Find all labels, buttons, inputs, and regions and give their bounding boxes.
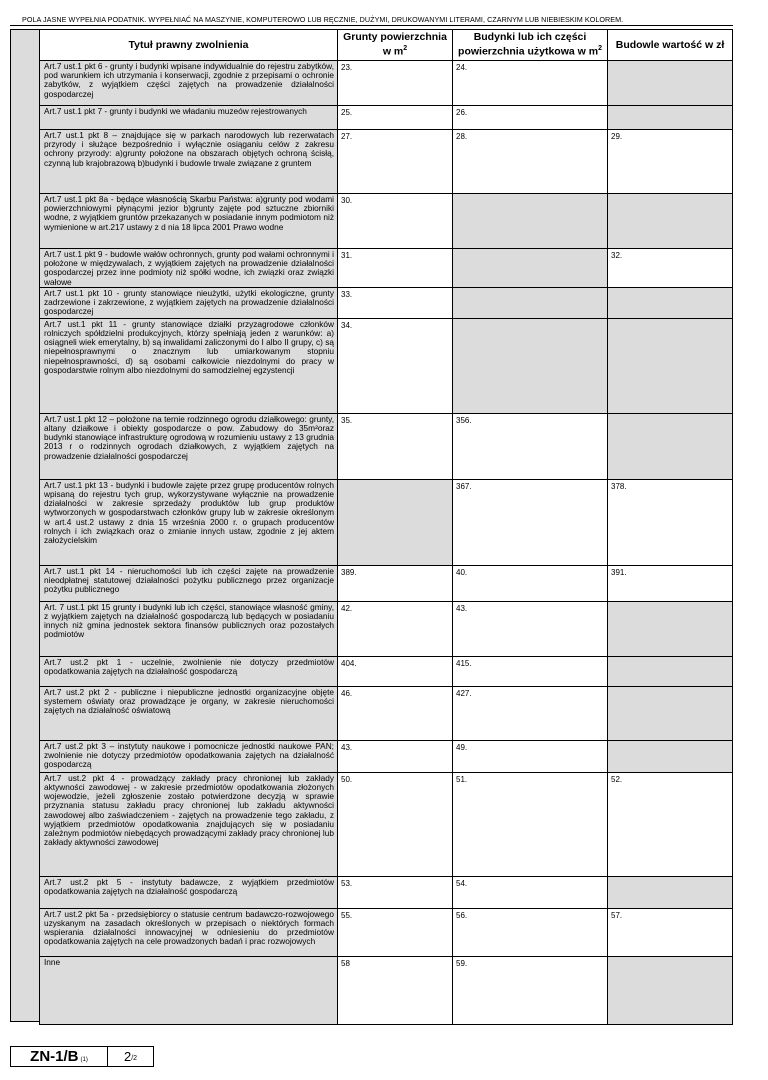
table-row — [40, 130, 733, 194]
header-buildings: Budynki lub ich części powierzchnia użytkowa w $m^2$ — [453, 30, 608, 61]
land-field[interactable]: 25. — [338, 106, 453, 130]
table-row — [40, 106, 733, 130]
shaded-cell — [608, 194, 733, 249]
buildings-field[interactable]: 49. — [453, 740, 608, 772]
table-row — [40, 413, 733, 479]
table-row — [40, 565, 733, 601]
table-row — [40, 249, 733, 288]
table-row — [40, 318, 733, 413]
form-code: ZN-1/B (1) — [11, 1047, 108, 1066]
exemption-title: Art.7 ust.2 pkt 3 – instytuty naukowe i pomocnicze jednostki naukowe PAN; zwolnienie nie dotyczy przedmiotów opodatkowania zajętych na działalność gospodarczą — [40, 740, 338, 772]
exemption-title: Art.7 ust.2 pkt 4 - prowadzący zakłady pracy chronionej lub zakłady aktywności zawodowej - w zakresie przedmiotów opodatkowania złożonych wojewodzie, jeżeli zgłoszenie zostało potwierdzone decyzją w sprawie przyznania statusu zakładu pracy chronionej lub zakładu aktywności zawodowej albo zaświadczeniem - zajętych na prowadzenie tego zakładu, z wyjątkiem przedmiotów opodatkowania znajdujących się w posiadaniu zależnym podmiotów niebędących prowadzącymi zakłady pracy chronionej lub zakłady aktywności zawodowej — [40, 772, 338, 876]
exemption-title: Art.7 ust.1 pkt 9 - budowle wałów ochronnych, grunty pod wałami ochronnymi i położone w międzywalach, z wyjątkiem zajętych na prowadzenie działalności gospodarczej przez inne podmioty niż spółki wodne, ich związki oraz związki wałowe — [40, 249, 338, 288]
top-rule — [10, 25, 733, 26]
shaded-cell — [608, 287, 733, 318]
buildings-field[interactable]: 40. — [453, 565, 608, 601]
land-field[interactable]: 31. — [338, 249, 453, 288]
buildings-field[interactable]: 51. — [453, 772, 608, 876]
table-row — [40, 479, 733, 565]
table-row — [40, 656, 733, 686]
shaded-cell — [608, 318, 733, 413]
shaded-cell — [608, 656, 733, 686]
buildings-field[interactable]: 24. — [453, 61, 608, 106]
exemption-title: Art.7 ust.1 pkt 7 - grunty i budynki we władaniu muzeów rejestrowanych — [40, 106, 338, 130]
exemption-title: Art.7 ust.2 pkt 2 - publiczne i niepubliczne jednostki organizacyjne objęte systemem oświaty oraz prowadzące je organy, w zakresie nieruchomości zajętych na działalność oświatową — [40, 686, 338, 740]
exemption-title: Art.7 ust.1 pkt 13 - budynki i budowle zajęte przez grupę producentów rolnych wpisaną do rejestru tych grup, wykorzystywane wyłącznie na prowadzenie działalności w zakresie sprzedaży produktów lub grup produktów wytworzonych w gospodarstwach członków grupy lub w zakresie określonym w art.4 ust.2 ustawy z dnia 15 września 2000 r. o grupach producentów rolnych i ich związkach oraz o zmianie innych ustaw, zgodnie z jej aktem założycielskim — [40, 479, 338, 565]
shaded-cell — [453, 318, 608, 413]
shaded-cell — [608, 106, 733, 130]
buildings-field[interactable]: 43. — [453, 601, 608, 656]
shaded-cell — [453, 287, 608, 318]
exemption-title: Art.7 ust.1 pkt 14 - nieruchomości lub ich części zajęte na prowadzenie nieodpłatnej statutowej działalności pożytku publicznego przez organizacje pożytku publicznego — [40, 565, 338, 601]
page-number: 2 /2 — [123, 1049, 138, 1064]
shaded-cell — [608, 413, 733, 479]
shaded-cell — [608, 601, 733, 656]
land-field[interactable]: 35. — [338, 413, 453, 479]
buildings-field[interactable]: 415. — [453, 656, 608, 686]
table-row — [40, 956, 733, 1024]
table-row — [40, 740, 733, 772]
table-row — [40, 194, 733, 249]
shaded-cell — [453, 194, 608, 249]
header-land: Grunty powierzchnia w $m^2$ — [338, 30, 453, 61]
exemption-title: Art.7 ust.2 pkt 1 - uczelnie, zwolnienie nie dotyczy przedmiotów opodatkowania zajętych na działalność gospodarczą — [40, 656, 338, 686]
table-row — [40, 601, 733, 656]
exemption-title: Art. 7 ust.1 pkt 15 grunty i budynki lub ich części, stanowiące własność gminy, z wyjątkiem zajętych na działalność gospodarczą lub będących w posiadaniu innych niż gmina jednostek sektora finansów publicznych oraz pozostałych podmiotów — [40, 601, 338, 656]
exemption-title: Art.7 ust.2 pkt 5 - instytuty badawcze, z wyjątkiem przedmiotów opodatkowania zajętych na działalność gospodarczą — [40, 876, 338, 908]
structures-field[interactable]: 391. — [608, 565, 733, 601]
shaded-cell — [608, 876, 733, 908]
exemption-title: Art.7 ust.1 pkt 11 - grunty stanowiące działki przyzagrodowe członków rolniczych spółdzielni produkcyjnych, którzy spełniają jeden z warunków: a) osiągneli wiek emerytalny, b) są inwalidami zaliczonymi do I albo II grupy, c) są niepełnosprawnymi o znacznym lub umiarkowanym stopniu niepełnosprawności, d) są osobami całkowicie niezdolnymi do pracy w gospodarstwie rolnym albo niezdolnymi do samodzielnej egzystencji — [40, 318, 338, 413]
structures-field[interactable]: 32. — [608, 249, 733, 288]
land-field[interactable]: 46. — [338, 686, 453, 740]
exemption-title: Art.7 ust.2 pkt 5a - przedsiębiorcy o statusie centrum badawczo-rozwojowego uzyskanym na zasadach określonych w przepisach o niektórych formach wspierania działalności innowacyjnej w odniesieniu do przedmiotów opodatkowania zajętych na cele prowadzonych badań i prac rozwojowych — [40, 908, 338, 956]
land-field[interactable]: 55. — [338, 908, 453, 956]
structures-field[interactable]: 57. — [608, 908, 733, 956]
exemption-title: Art.7 ust.1 pkt 12 – położone na ternie rodzinnego ogrodu działkowego: grunty, altany działkowe i obiekty gospodarcze o pow. Zabudowy do 35m²oraz budynki stanowiące infrastrukturę ogrodową w rozumieniu ustawy z 13 grudnia 2013 r o rodzinnych ogrodach działkowych, z wyjątkiem zajętych na prowadzenie działalności gospodarczej — [40, 413, 338, 479]
land-field[interactable]: 50. — [338, 772, 453, 876]
land-field[interactable]: 58 — [338, 956, 453, 1024]
shaded-cell — [608, 740, 733, 772]
exemption-title: Art.7 ust.1 pkt 8a - będące własnością Skarbu Państwa: a)grunty pod wodami powierzchniowymi płynącymi jezior b)grunty zajęte pod sztuczne zbiorniki wodne, z wyjątkiem gruntów przekazanych w posiadanie innym podmiotom niż wymienione w art.217 ustawy z d nia 18 lipca 2001 Prawo wodne — [40, 194, 338, 249]
exemption-title: Art.7 ust.1 pkt 10 - grunty stanowiące nieużytki, użytki ekologiczne, grunty zadrzewione i zakrzewione, z wyjątkiem zajętych na prowadzenie działalności gospodarczej — [40, 287, 338, 318]
land-field[interactable]: 389. — [338, 565, 453, 601]
land-field[interactable]: 30. — [338, 194, 453, 249]
land-field[interactable]: 53. — [338, 876, 453, 908]
buildings-field[interactable]: 367. — [453, 479, 608, 565]
land-field[interactable]: 42. — [338, 601, 453, 656]
table-row — [40, 61, 733, 106]
table-row — [40, 876, 733, 908]
shaded-cell — [338, 479, 453, 565]
exemption-title: Inne — [40, 956, 338, 1024]
structures-field[interactable]: 378. — [608, 479, 733, 565]
table-row — [40, 908, 733, 956]
land-field[interactable]: 34. — [338, 318, 453, 413]
structures-field[interactable]: 29. — [608, 130, 733, 194]
header-structures: Budowle wartość w zł — [608, 30, 733, 61]
buildings-field[interactable]: 427. — [453, 686, 608, 740]
land-field[interactable]: 33. — [338, 287, 453, 318]
exemption-title: Art.7 ust.1 pkt 6 - grunty i budynki wpisane indywidualnie do rejestru zabytków, pod warunkiem ich utrzymania i konserwacji, zgodnie z przepisami o ochronie zabytków, z wyjątkiem części zajętych na prowadzenie działalności gospodarczej — [40, 61, 338, 106]
land-field[interactable]: 404. — [338, 656, 453, 686]
land-field[interactable]: 27. — [338, 130, 453, 194]
buildings-field[interactable]: 26. — [453, 106, 608, 130]
shaded-cell — [608, 956, 733, 1024]
table-row — [40, 287, 733, 318]
shaded-cell — [453, 249, 608, 288]
buildings-field[interactable]: 54. — [453, 876, 608, 908]
buildings-field[interactable]: 28. — [453, 130, 608, 194]
fill-instructions: POLA JASNE WYPEŁNIA PODATNIK. WYPEŁNIAĆ NA MASZYNIE, KOMPUTEROWO LUB RĘCZNIE, DUŻYMI, DRUKOWANYMI LITERAMI, CZARNYM LUB NIEBIESKIM KOLOREM. — [22, 15, 624, 24]
structures-field[interactable]: 52. — [608, 772, 733, 876]
land-field[interactable]: 23. — [338, 61, 453, 106]
shaded-cell — [608, 61, 733, 106]
shaded-cell — [608, 686, 733, 740]
buildings-field[interactable]: 59. — [453, 956, 608, 1024]
buildings-field[interactable]: 56. — [453, 908, 608, 956]
exemptions-table — [39, 29, 733, 1025]
buildings-field[interactable]: 356. — [453, 413, 608, 479]
land-field[interactable]: 43. — [338, 740, 453, 772]
form-footer — [10, 1046, 154, 1067]
table-row — [40, 686, 733, 740]
header-title: Tytuł prawny zwolnienia — [40, 30, 338, 61]
exemption-title: Art.7 ust.1 pkt 8 – znajdujące się w parkach narodowych lub rezerwatach przyrody i służące bezpośrednio i wyłącznie osiąganiu celów z zakresu ochrony przyrody: a)grunty położone na obszarach objętych ochroną ścisłą, czynną lub krajobrazową b)budynki i budowle trwale związane z gruntem — [40, 130, 338, 194]
left-margin-strip — [11, 30, 39, 1021]
table-row — [40, 772, 733, 876]
